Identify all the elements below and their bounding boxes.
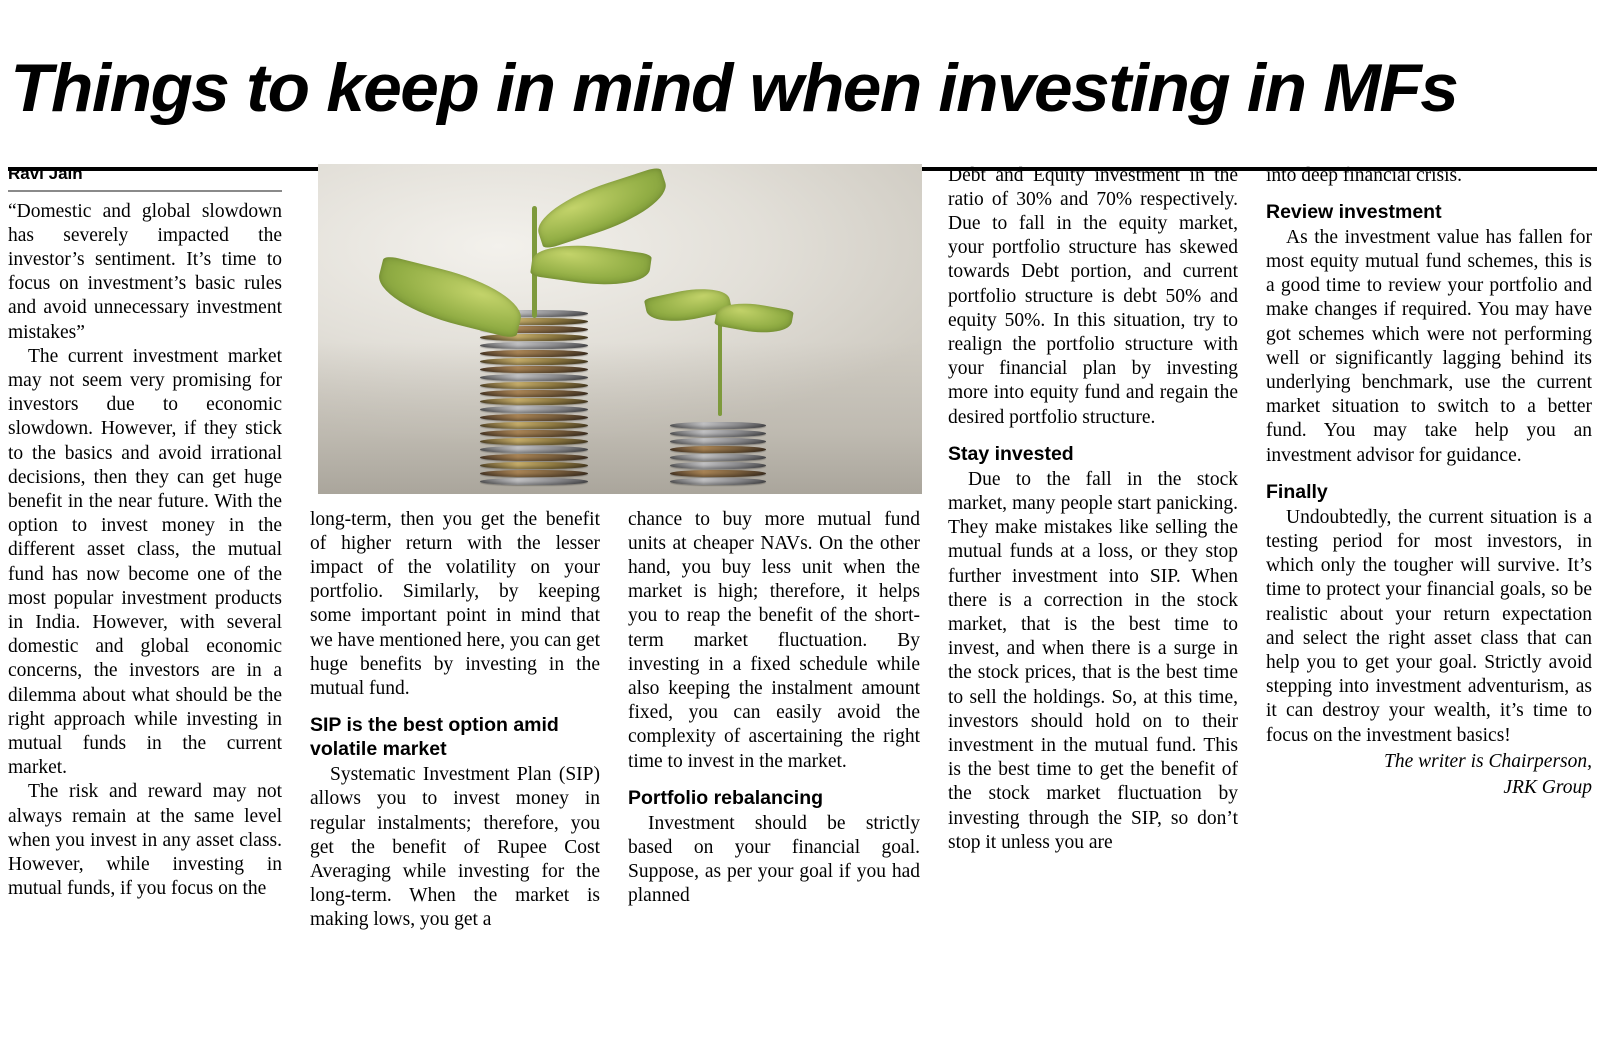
paragraph: The current investment market may not seem very promising for investors due to economic slowdown. However, if they stick to the basics and avoid irrational decisions, then they can get huge benefit in the near future. With the option to invest money in the different asset class, the mutual fund has now become one of the most popular investment products in India. However, with several domestic and global economic concerns, the investors are in a dilemma about what should be the right approach while investing in mutual funds in the current market. [8,345,282,779]
column-5 [1252,164,1592,1052]
paragraph: Undoubtedly, the current situation is a testing period for most investors, in which only the tougher will survive. It’s time to protect your financial goals, so be realistic about your return expectation and select the right asset class that can help you to get your goal. Strictly avoid stepping into investment adventurism, as it can destroy your wealth, it’s time to focus on the investment basics! [1266,506,1592,746]
section-heading-stay-invested: Stay invested [948,442,1074,465]
newspaper-article-page [0,46,1603,1054]
paragraph: into deep financial crisis. [1266,164,1463,186]
paragraph: Investment should be strictly based on your financial goal. Suppose, as per your goal if you had planned [628,812,920,907]
column-2 [296,164,614,1052]
section-heading-portfolio-rebalancing: Portfolio rebalancing [628,786,824,809]
byline: Ravi Jain [8,163,83,183]
paragraph: Due to the fall in the stock market, many people start panicking. They make mistakes like selling the mutual funds at a loss, or they stop further investment into SIP. When there is a correction in the stock market, that is the best time to invest, and when there is a surge in the stock prices, that is the best time to sell the holdings. So, at this time, investors should hold on to their investment in the mutual fund. This is the best time to get the benefit of the stock market fluctuation by investing through the SIP, so don’t stop it unless you are [948,468,1238,853]
byline-divider [8,190,282,192]
paragraph: The risk and reward may not always remain at the same level when you invest in any asset class. However, while investing in mutual funds, if you focus on the [8,781,282,900]
article-columns [8,164,1597,1052]
paragraph: “Domestic and global slowdown has severely impacted the investor’s sentiment. It’s time to focus on investment’s basic rules and avoid unnecessary investment mistakes” [8,200,282,343]
paragraph: long-term, then you get the benefit of higher return with the lesser impact of the volatility on your portfolio. Similarly, by keeping some important point in mind that we have mentioned here, you can get huge benefits by investing in the mutual fund. [310,508,600,699]
photo-spacer [628,164,920,508]
column-3 [614,164,934,1052]
column-4 [934,164,1252,1052]
section-heading-sip: SIP is the best option amid volatile market [310,714,559,761]
paragraph: Systematic Investment Plan (SIP) allows you to invest money in regular instalments; therefore, you get the benefit of Rupee Cost Averaging while investing for the long-term. When the market is making lows, you get a [310,764,600,931]
column-1 [8,164,296,1052]
photo-spacer [310,164,600,508]
paragraph: As the investment value has fallen for most equity mutual fund schemes, this is a good time to review your portfolio and make changes if required. You may have got schemes which were not performing well or significantly lagging behind its underlying benchmark, use the current market situation to switch to a better fund. You may take help you an investment advisor for guidance. [1266,226,1592,466]
author-credit-line2: JRK Group [1503,777,1592,799]
section-heading-review-investment: Review investment [1266,200,1442,223]
paragraph: Debt and Equity investment in the ratio of 30% and 70% respectively. Due to fall in the equity market, your portfolio structure has skewed towards Debt portion, and current portfolio structure is debt 50% and equity 50%. In this situation, try to realign the portfolio structure with your financial plan by investing more into equity fund and regain the desired portfolio structure. [948,164,1238,428]
paragraph: chance to buy more mutual fund units at cheaper NAVs. On the other hand, you buy less unit when the market is high; therefore, it helps you to reap the benefit of the short-term market fluctuation. By investing in a fixed schedule while also keeping the instalment amount fixed, you can easily avoid the complexity of ascertaining the right time to invest in the market. [628,508,920,772]
section-heading-finally: Finally [1266,480,1328,503]
page-title: Things to keep in mind when investing in MFs [10,49,1458,126]
author-credit-line1: The writer is Chairperson, [1383,750,1592,772]
